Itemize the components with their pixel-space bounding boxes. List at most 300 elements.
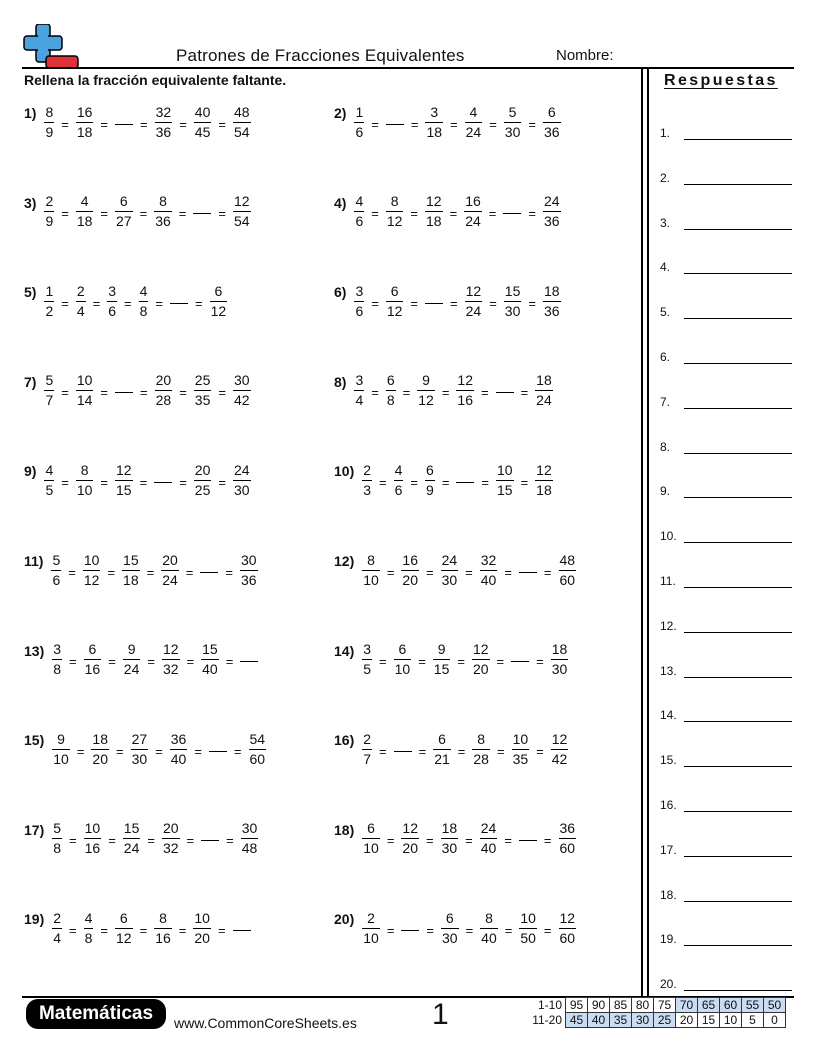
equals-sign: = [100,474,109,490]
denominator: 50 [520,929,536,946]
missing-fraction-blank[interactable] [200,572,218,573]
denominator: 18 [123,571,139,588]
fraction [107,283,117,320]
answer-line[interactable] [660,480,794,498]
numerator: 6 [445,909,454,926]
equals-sign: = [178,922,187,938]
numerator: 2 [45,193,54,210]
fraction [535,462,553,499]
denominator: 32 [162,840,179,857]
answer-blank[interactable] [684,677,792,678]
missing-fraction-blank[interactable] [233,930,251,931]
numerator: 36 [170,730,187,747]
score-cell: 95 [566,998,588,1013]
answer-number: 13. [660,663,677,678]
denominator: 8 [84,929,93,946]
missing-fraction-blank[interactable] [170,303,188,304]
equals-sign: = [233,743,242,759]
fraction-bar [115,480,133,481]
numerator: 20 [155,372,172,389]
fraction [480,552,498,589]
equals-sign: = [480,385,489,401]
answer-number: 15. [660,753,677,768]
denominator: 16 [457,392,473,409]
fraction [44,462,54,499]
score-cell: 55 [742,998,764,1013]
header-divider [22,67,794,69]
numerator: 12 [116,461,132,478]
missing-fraction-blank[interactable] [115,124,133,125]
equals-sign: = [225,564,233,580]
problem-number: 17) [24,821,45,838]
equals-sign: = [218,474,226,490]
fraction-bar [354,301,364,302]
numerator: 12 [426,193,442,210]
missing-fraction-blank[interactable] [425,303,443,304]
answer-line[interactable] [660,749,794,767]
denominator: 30 [551,661,568,678]
fraction [170,731,188,768]
answer-line[interactable] [660,256,794,274]
missing-fraction-blank[interactable] [193,213,211,214]
denominator: 9 [426,481,434,498]
answer-blank[interactable] [684,811,792,812]
fraction [76,462,94,499]
answer-line[interactable] [660,704,794,722]
answer-number: 4. [660,260,671,275]
answer-line[interactable] [660,928,794,946]
answer-blank[interactable] [684,497,792,498]
denominator: 21 [434,750,450,767]
score-range-label: 1-10 [537,998,562,1012]
fraction [401,820,419,857]
fraction-bar [386,211,404,212]
fraction-bar [84,838,102,839]
missing-fraction-blank[interactable] [394,751,412,752]
denominator: 48 [241,840,258,857]
denominator: 20 [92,750,108,767]
answer-blank[interactable] [684,139,792,140]
numerator: 4 [84,909,93,926]
numerator: 32 [480,551,497,568]
denominator: 20 [472,661,489,678]
equals-sign: = [418,743,427,759]
numerator: 8 [390,193,399,210]
fraction [44,104,54,141]
problem-number: 16) [334,732,355,749]
denominator: 40 [480,571,497,588]
equals-sign: = [410,116,419,132]
denominator: 4 [76,302,85,319]
numerator: 4 [355,193,364,210]
denominator: 20 [194,929,210,946]
fraction [162,641,180,678]
denominator: 12 [386,213,403,230]
denominator: 8 [53,840,62,857]
fraction-bar [504,301,522,302]
numerator: 25 [194,372,211,389]
answer-line[interactable] [660,973,794,991]
numerator: 20 [162,551,178,568]
equals-sign: = [218,116,226,132]
problem [24,635,258,685]
missing-fraction-blank[interactable] [154,482,172,483]
equals-sign: = [425,564,434,580]
numerator: 2 [363,730,372,747]
denominator: 18 [536,481,552,498]
score-cell: 65 [698,998,720,1013]
equals-sign: = [61,206,69,222]
fraction [51,552,61,589]
denominator: 4 [53,929,62,946]
answer-blank[interactable] [684,901,792,902]
answer-blank[interactable] [684,408,792,409]
equals-sign: = [425,833,434,849]
numerator: 24 [233,461,250,478]
denominator: 40 [170,750,187,767]
denominator: 24 [123,840,140,857]
fraction [386,283,404,320]
numerator: 15 [123,820,140,837]
name-label: Nombre: [556,47,614,64]
fraction [441,910,459,947]
problem [334,97,561,147]
denominator: 6 [52,571,61,588]
answer-blank[interactable] [684,184,792,185]
fraction [115,910,133,947]
equals-sign: = [410,295,419,311]
fraction-bar [76,480,94,481]
fraction-bar [170,749,188,750]
denominator: 30 [233,481,250,498]
numerator: 10 [76,372,93,389]
fraction [84,641,102,678]
fraction [362,552,380,589]
fraction [512,731,530,768]
fraction-bar [233,211,251,212]
fraction [480,820,498,857]
numerator: 6 [214,282,223,299]
denominator: 24 [465,123,482,140]
numerator: 10 [83,551,100,568]
fraction [441,820,459,857]
instruction-text: Rellena la fracción equivalente faltante. [24,72,287,88]
fraction-bar [107,301,117,302]
denominator: 16 [155,929,171,946]
fraction-bar [354,122,364,123]
equals-sign: = [61,474,69,490]
denominator: 20 [402,571,418,588]
fraction-bar [362,749,372,750]
score-row [520,1013,786,1028]
numerator: 10 [194,909,210,926]
denominator: 36 [155,213,171,230]
fraction-bar [52,928,62,929]
fraction-bar [519,928,537,929]
numerator: 18 [441,820,458,837]
fraction-bar [201,659,219,660]
problem [24,455,251,505]
fraction [76,193,94,230]
numerator: 20 [194,461,211,478]
numerator: 24 [441,551,458,568]
answer-number: 18. [660,887,677,902]
answer-blank[interactable] [684,945,792,946]
equals-sign: = [402,385,411,401]
missing-fraction-blank[interactable] [496,392,514,393]
equals-sign: = [92,295,101,311]
equals-sign: = [449,206,458,222]
answers-title: Respuestas [664,72,778,89]
answer-column-divider [647,68,649,996]
denominator: 28 [155,392,172,409]
answer-number: 17. [660,842,677,857]
brand-badge: Matemáticas [26,999,166,1029]
fraction-bar [362,570,380,571]
denominator: 20 [402,840,418,857]
missing-fraction-blank[interactable] [519,572,537,573]
numerator: 15 [504,282,521,299]
answer-line[interactable] [660,615,794,633]
answer-line[interactable] [660,525,794,543]
fraction [394,462,404,499]
fraction-bar [155,390,173,391]
denominator: 28 [473,750,489,767]
denominator: 7 [363,750,372,767]
fraction-bar [425,122,443,123]
equals-sign: = [536,654,544,670]
missing-fraction-blank[interactable] [386,124,404,125]
problem [24,187,251,237]
fraction [233,104,251,141]
problem [334,814,576,864]
fraction-bar [441,928,459,929]
numerator: 6 [398,641,407,658]
fraction [52,731,70,768]
answer-number: 12. [660,618,677,633]
denominator: 6 [108,302,117,319]
score-cell: 80 [632,998,654,1013]
missing-fraction-blank[interactable] [519,840,537,841]
equals-sign: = [441,385,450,401]
fraction [123,641,141,678]
numerator: 12 [162,641,179,658]
equals-sign: = [146,564,155,580]
fraction-bar [480,928,498,929]
equals-sign: = [155,743,163,759]
fraction-bar [249,749,267,750]
equals-sign: = [139,922,148,938]
equals-sign: = [218,206,226,222]
answer-number: 20. [660,977,677,992]
denominator: 30 [441,840,458,857]
answer-line[interactable] [660,301,794,319]
answer-line[interactable] [660,212,794,230]
equals-sign: = [371,116,379,132]
fraction [559,910,577,947]
numerator: 6 [367,820,375,837]
fraction [115,193,133,230]
answer-number: 6. [660,350,671,364]
fraction [441,552,459,589]
fraction-bar [161,570,179,571]
numerator: 4 [45,461,54,478]
fraction [233,193,251,230]
fraction [193,910,211,947]
denominator: 9 [45,123,54,140]
missing-fraction-blank[interactable] [401,930,419,931]
answer-blank[interactable] [684,632,792,633]
denominator: 24 [536,392,552,409]
denominator: 60 [559,840,576,857]
problem-number: 20) [334,911,355,928]
site-url: www.CommonCoreSheets.es [174,1015,357,1031]
denominator: 18 [426,213,442,230]
answer-blank[interactable] [684,990,792,991]
missing-fraction-blank[interactable] [511,661,529,662]
missing-fraction-blank[interactable] [240,661,258,662]
problem [334,366,553,416]
answer-blank[interactable] [684,273,792,274]
fraction-bar [44,390,54,391]
denominator: 15 [433,661,450,678]
numerator: 9 [57,730,65,747]
answer-line[interactable] [660,436,794,454]
numerator: 12 [457,372,473,389]
fraction [504,283,522,320]
answer-blank[interactable] [684,856,792,857]
problem-number: 3) [24,194,37,211]
denominator: 10 [394,661,411,678]
problem-number: 15) [24,732,45,749]
problem [334,545,576,595]
numerator: 8 [159,909,167,926]
answer-blank[interactable] [684,542,792,543]
plus-minus-logo-icon [22,24,80,70]
equals-sign: = [488,206,497,222]
denominator: 24 [162,571,178,588]
numerator: 3 [363,641,372,658]
fraction [551,641,569,678]
problem [24,903,251,953]
denominator: 6 [355,123,364,140]
numerator: 8 [80,461,89,478]
equals-sign: = [140,116,148,132]
problem-number: 8) [334,373,347,390]
answer-blank[interactable] [684,721,792,722]
fraction [241,820,259,857]
missing-fraction-blank[interactable] [201,840,219,841]
problem [334,276,561,326]
equals-sign: = [489,116,497,132]
missing-fraction-blank[interactable] [115,392,133,393]
problem [334,903,576,953]
answer-line[interactable] [660,167,794,185]
fraction-bar [465,122,483,123]
fraction [362,910,380,947]
fraction-bar [123,838,141,839]
numerator: 16 [402,551,418,568]
answer-line[interactable] [660,570,794,588]
answer-line[interactable] [660,794,794,812]
denominator: 6 [355,213,364,230]
fraction-bar [194,480,212,481]
fraction-bar [472,749,490,750]
fraction [52,820,62,857]
fraction-bar [76,390,94,391]
fraction-bar [504,122,522,123]
equals-sign: = [69,922,77,938]
problem-number: 18) [334,821,355,838]
equals-sign: = [418,654,426,670]
fraction [394,641,412,678]
answer-blank[interactable] [684,587,792,588]
equals-sign: = [155,295,164,311]
problem [24,97,251,147]
answer-blank[interactable] [684,229,792,230]
denominator: 4 [355,392,364,409]
answer-number: 16. [660,798,677,812]
fraction-bar [354,390,364,391]
fraction [417,372,435,409]
fraction-bar [122,570,140,571]
missing-fraction-blank[interactable] [209,751,227,752]
fraction [543,104,561,141]
numerator: 3 [355,282,364,299]
answer-line[interactable] [660,346,794,364]
problem-number: 4) [334,194,347,211]
answer-blank[interactable] [684,453,792,454]
fraction-bar [480,570,498,571]
answer-line[interactable] [660,839,794,857]
denominator: 60 [559,929,576,946]
equals-sign: = [543,922,552,938]
denominator: 10 [363,929,379,946]
answer-number: 2. [660,170,671,185]
answer-blank[interactable] [684,766,792,767]
answer-line[interactable] [660,391,794,409]
fraction [472,731,490,768]
answer-line[interactable] [660,122,794,140]
fraction-bar [433,659,451,660]
fraction [194,372,212,409]
answer-number: 11. [660,574,676,588]
equals-sign: = [465,564,473,580]
answer-blank[interactable] [684,318,792,319]
numerator: 3 [430,103,439,120]
fraction [52,641,62,678]
fraction-bar [76,301,86,302]
missing-fraction-blank[interactable] [503,213,521,214]
fraction-bar [386,301,404,302]
answer-line[interactable] [660,884,794,902]
fraction-bar [84,928,94,929]
equals-sign: = [61,116,69,132]
fraction [249,731,267,768]
score-cell: 15 [698,1013,720,1028]
equals-sign: = [543,833,552,849]
missing-fraction-blank[interactable] [456,482,474,483]
denominator: 36 [543,213,560,230]
numerator: 12 [559,909,576,926]
fraction-bar [456,390,474,391]
answer-blank[interactable] [684,363,792,364]
fraction [496,462,514,499]
equals-sign: = [457,654,465,670]
score-cell: 45 [566,1013,588,1028]
answer-line[interactable] [660,660,794,678]
denominator: 30 [131,750,148,767]
